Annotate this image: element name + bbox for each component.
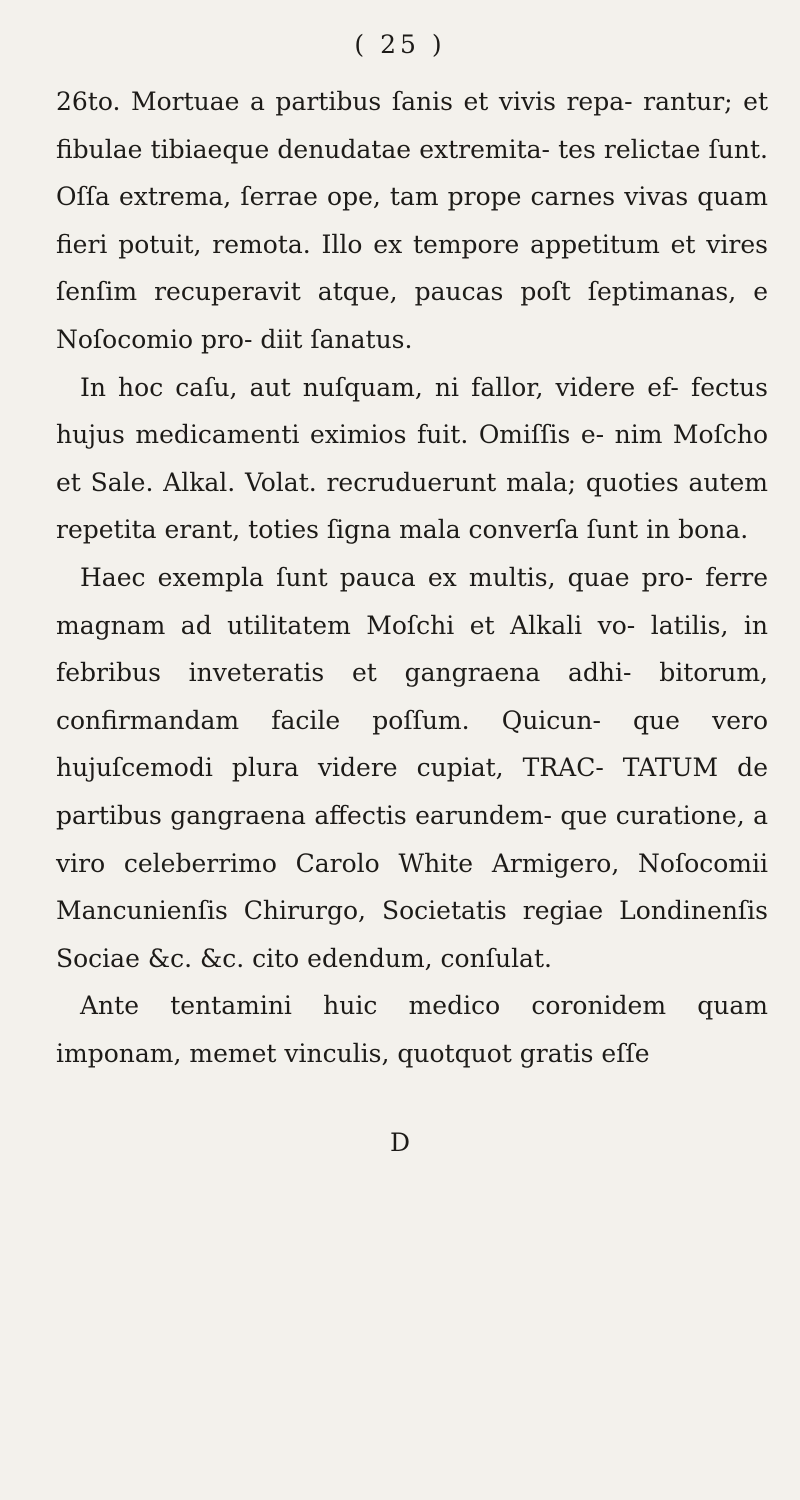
- paragraph-4: Ante tentamini huic medico coronidem quam imponam, memet vinculis, quotquot gratis eſſe: [56, 991, 768, 1068]
- paragraph-3: Haec exempla ſunt pauca ex multis, quae pro- ferre magnam ad utilitatem Moſchi et Alkali vo- latilis, in febribus inveteratis et gangraena adhi- bitorum, confirmandam facile poſſum. Quicun- que vero hujuſcemodi plura videre cupiat, TRAC- TATUM de partibus gangraena affectis earundem- que curatione, a viro celeberrimo Carolo White Armigero, Noſocomii Mancunienſis Chirurgo, Societatis regiae Londinenſis Sociae &c. &c. cito edendum, conſulat.: [56, 562, 768, 973]
- paragraph-2: In hoc caſu, aut nuſquam, ni fallor, videre ef- fectus hujus medicamenti eximios fuit. Omiſſis e- nim Moſcho et Sale. Alkal. Volat. recruduerunt mala; quoties autem repetita erant, toties ſigna mala converſa ſunt in bona.: [56, 372, 768, 545]
- paragraph-1: 26to. Mortuae a partibus ſanis et vivis repa- rantur; et fibulae tibiaeque denudatae extremita- tes relictae ſunt. Oſſa extrema, ſerrae ope, tam prope carnes vivas quam fieri potuit, remota. Illo ex tempore appetitum et vires ſenſim recuperavit atque, paucas poſt ſeptimanas, e Noſocomio pro- diit ſanatus.: [56, 87, 768, 354]
- body-text: [56, 78, 768, 1077]
- page-number-header: ( 25 ): [354, 30, 446, 59]
- signature-mark: D: [389, 1128, 411, 1157]
